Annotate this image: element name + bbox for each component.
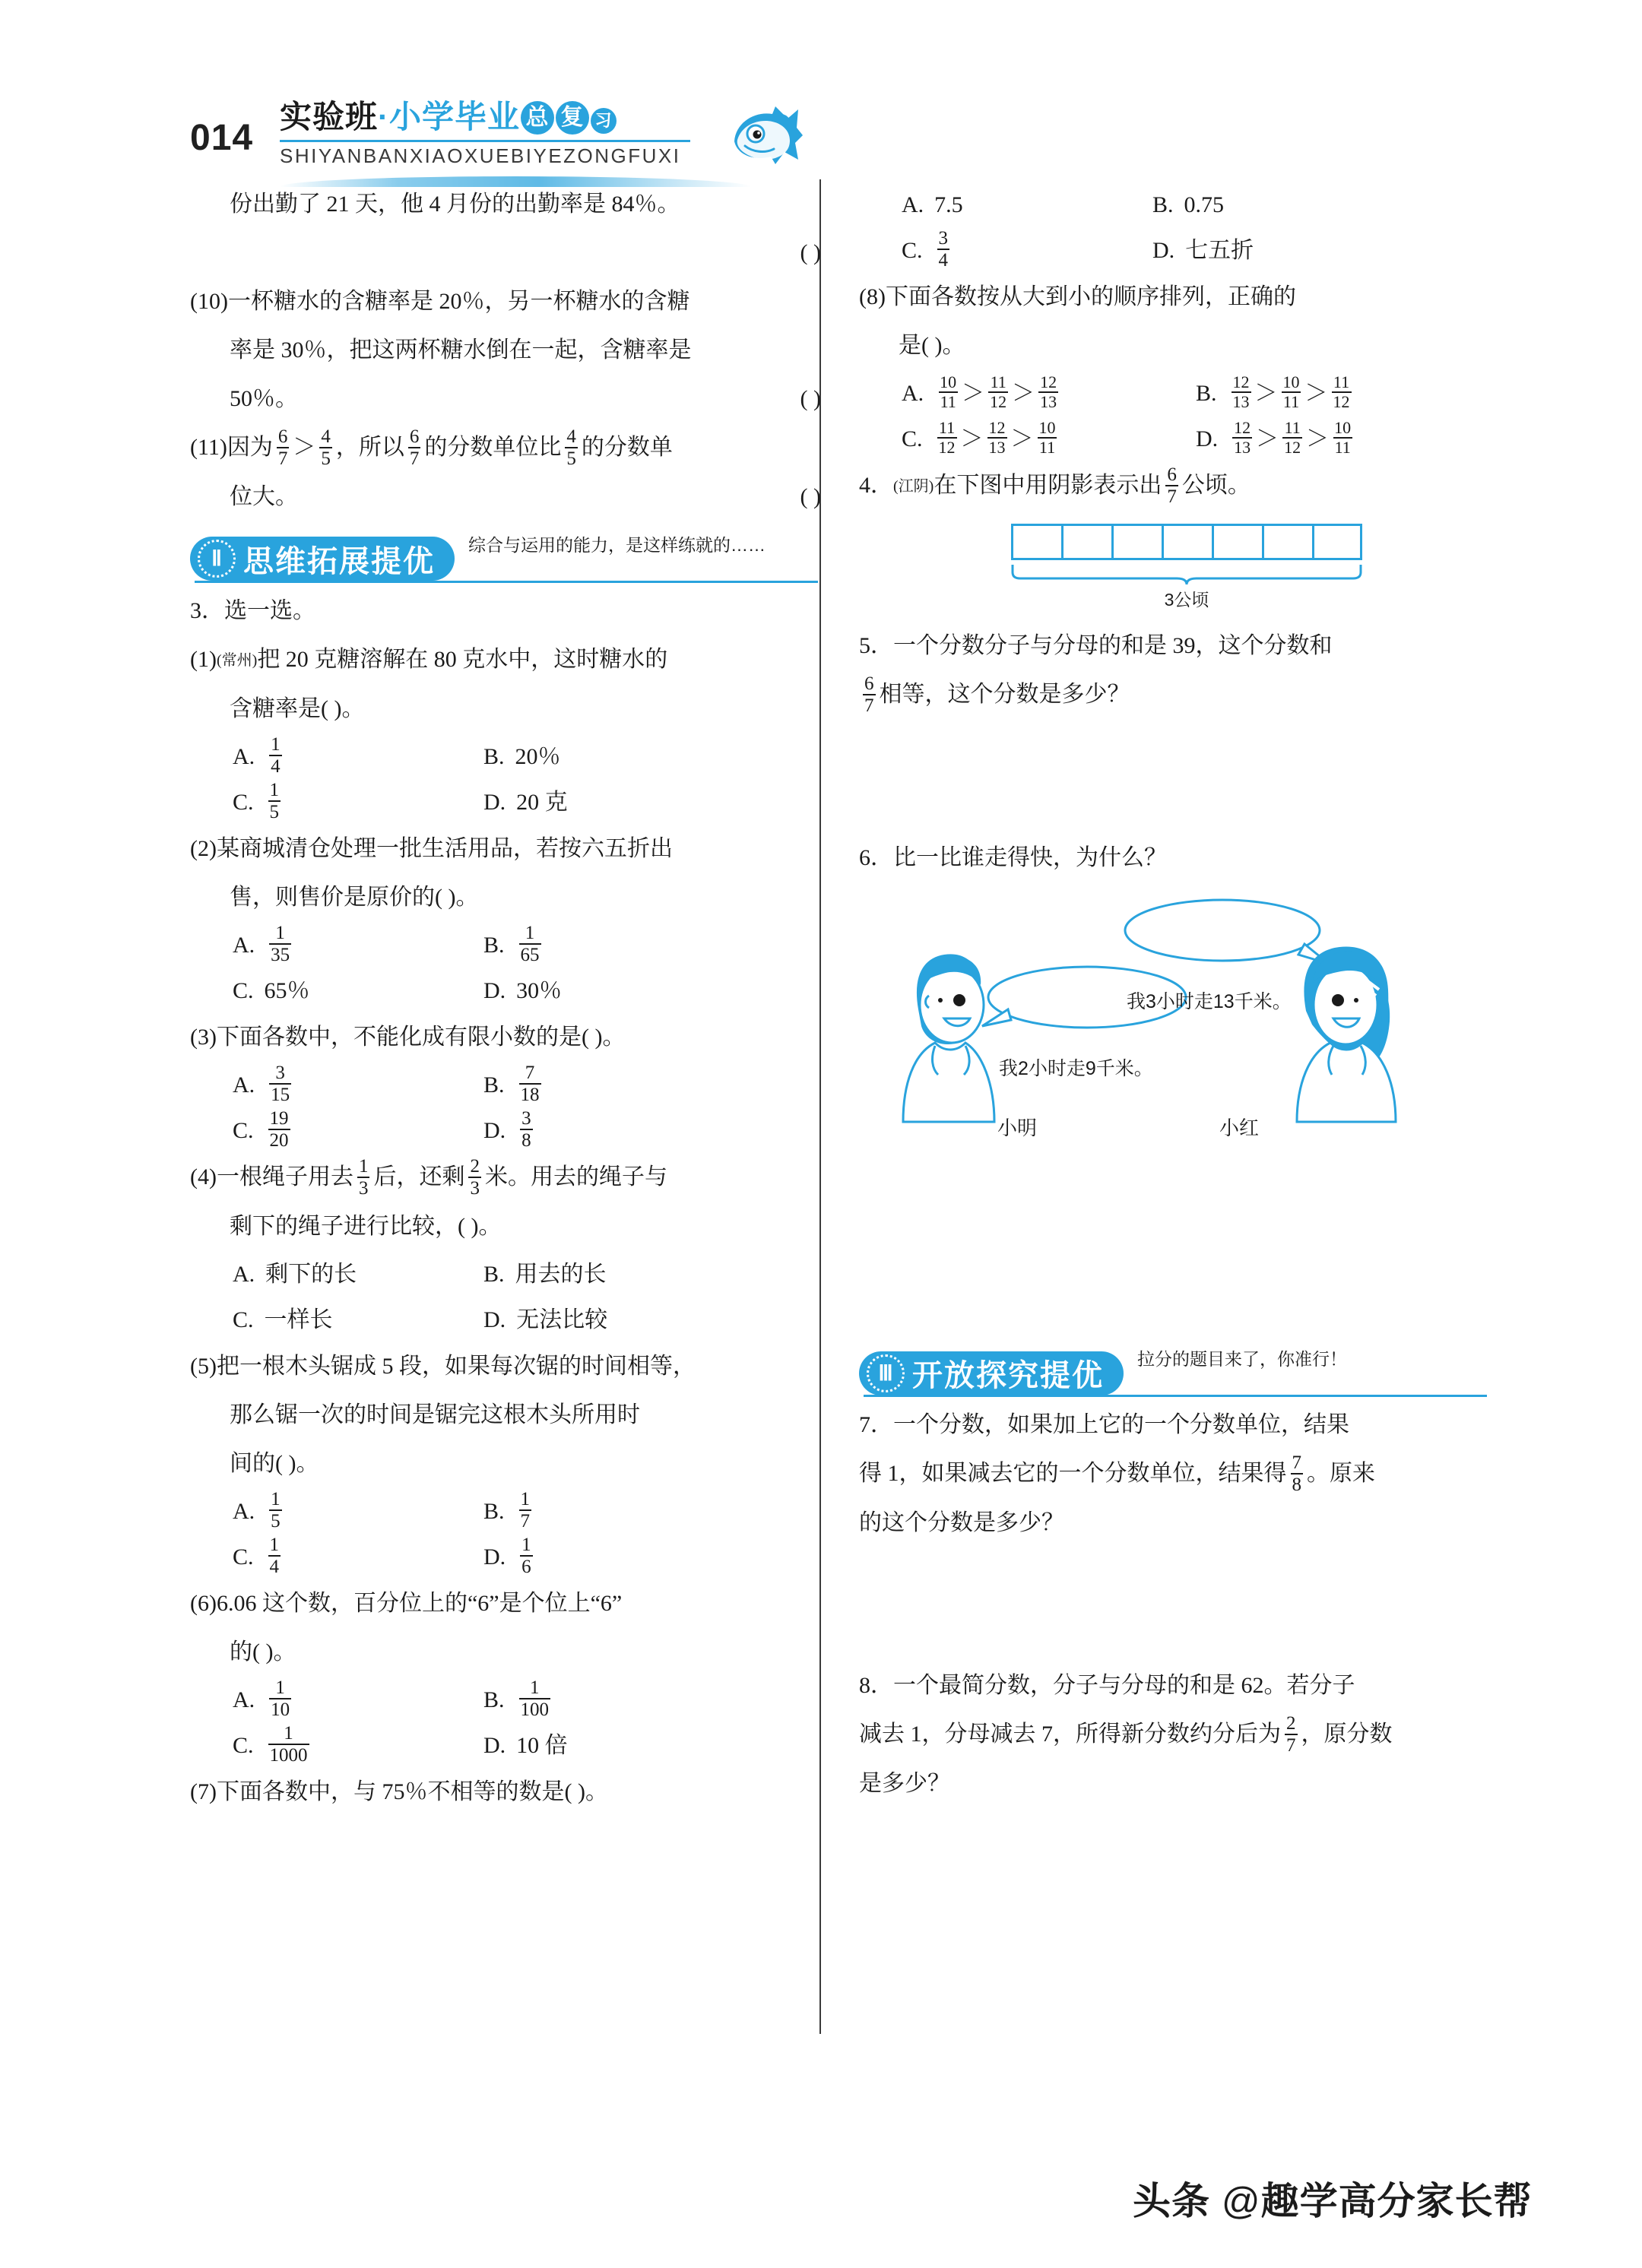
carryover-line — [190, 182, 821, 226]
question-7 — [859, 1403, 1490, 1447]
item-line-2[interactable]: 含糖率是( )。 — [230, 696, 365, 722]
question-7-line2 — [859, 1452, 1490, 1497]
fraction-1-4: 1 4 — [269, 1535, 280, 1578]
fraction-12-13: 12 13 — [988, 418, 1006, 457]
option-d[interactable]: D. 20 克 — [483, 790, 568, 816]
fraction-11-12: 11 12 — [938, 418, 956, 457]
q3-title-text: 3．选一选。 — [190, 598, 315, 624]
options-3-3 — [190, 1064, 821, 1152]
page-number: 014 — [190, 118, 254, 158]
tf-item-10 — [190, 280, 821, 324]
hectare-cell[interactable] — [1011, 524, 1061, 560]
fraction-10-11: 10 11 — [1282, 372, 1300, 411]
question-8b-line2 — [859, 1712, 1490, 1757]
option-b[interactable]: B. 0.75 — [1152, 192, 1225, 217]
item-line-3[interactable]: 间的( )。 — [230, 1451, 319, 1477]
item-number: (8) — [859, 284, 886, 309]
page-header — [190, 97, 874, 181]
fraction-1-3: $\frac{1}{3}$ — [358, 1156, 369, 1199]
option-row — [190, 970, 821, 1012]
q8b-line-1: 一个最简分数，分子与分母的和是 62。若分子 — [893, 1673, 1355, 1699]
item-line-2[interactable]: 剩下的绳子进行比较，( )。 — [230, 1214, 502, 1240]
answer-bracket[interactable]: ( ) — [800, 240, 821, 265]
name-label-boy: 小明 — [997, 1117, 1038, 1140]
section-underline — [864, 1395, 1487, 1397]
option-row — [190, 924, 821, 967]
hectare-diagram[interactable] — [859, 519, 1490, 618]
option-b[interactable]: B. 1 65 — [483, 923, 540, 966]
option-row — [190, 781, 821, 824]
question-3-6-line2 — [190, 1630, 821, 1674]
item-line-1: 把一根木头锯成 5 段，如果每次锯的时间相等， — [216, 1354, 696, 1379]
section-subtitle: 综合与运用的能力，是这样练就的…… — [468, 535, 766, 556]
option-a[interactable]: A. 10 11 ＞ 11 12 ＞ 12 13 — [902, 372, 1196, 415]
item-number: 8． — [859, 1673, 893, 1699]
options-3-7 — [859, 184, 1490, 272]
fraction-3-4: 3 4 — [938, 228, 949, 271]
q8b-line-2b: ，原分数 — [1301, 1722, 1393, 1747]
question-6 — [859, 836, 1490, 880]
options-3-6 — [190, 1679, 821, 1767]
item-number: (7) — [190, 1779, 217, 1805]
item-line-1: 6.06 这个数，百分位上的“6”是个位上“6” — [216, 1591, 623, 1617]
item-number: 5． — [859, 633, 893, 659]
hectare-cell[interactable] — [1312, 524, 1362, 560]
brand-badge-3: 习 — [591, 108, 617, 134]
walking-comparison-illustration — [859, 885, 1490, 1158]
fraction-4-5: $\frac{4}{5}$ — [321, 426, 331, 470]
option-d[interactable]: D. 3 8 — [483, 1108, 531, 1151]
question-5 — [859, 624, 1490, 668]
fraction-1-65: 1 65 — [520, 923, 540, 966]
brand-title-line — [280, 97, 705, 137]
fraction-6-7: $\frac{6}{7}$ — [1167, 464, 1177, 508]
option-row — [859, 372, 1490, 415]
option-b[interactable]: B. 20％ — [483, 744, 561, 770]
tf-item-10-line2 — [190, 328, 821, 372]
question-3-2-line2 — [190, 876, 821, 920]
option-row — [859, 184, 1490, 226]
cmp-op: ＞ — [1306, 426, 1330, 451]
question-3-title — [190, 589, 821, 633]
item-number: 7． — [859, 1412, 893, 1438]
tf-item-11-line2 — [190, 475, 821, 519]
question-3-1 — [190, 638, 821, 683]
item-line-2: 位大。 — [230, 484, 298, 510]
option-d[interactable]: D. 10 倍 — [483, 1733, 568, 1759]
question-3-6 — [190, 1582, 821, 1626]
question-3-5-line3 — [190, 1442, 821, 1486]
item-number: (6) — [190, 1591, 217, 1617]
item-number: (4) — [190, 1164, 217, 1190]
item-line-2[interactable]: 的( )。 — [230, 1639, 296, 1665]
fraction-10-11: 10 11 — [1334, 418, 1352, 457]
option-c[interactable]: C. 1 1000 — [233, 1723, 308, 1766]
options-3-4 — [190, 1253, 821, 1341]
item-line-1: 一杯糖水的含糖率是 20％，另一杯糖水的含糖 — [227, 289, 690, 314]
item-number: 6． — [859, 845, 893, 871]
cmp-op: ＞ — [962, 381, 985, 406]
carryover-answer-bracket-row — [190, 231, 821, 275]
question-7-line3 — [859, 1501, 1490, 1545]
fraction-2-7: $\frac{2}{7}$ — [1286, 1713, 1296, 1756]
hectare-cell[interactable] — [1262, 524, 1312, 560]
hectare-brace-icon — [1011, 563, 1362, 586]
fraction-6-7: $\frac{6}{7}$ — [277, 426, 288, 470]
question-3-1-line2 — [190, 687, 821, 731]
question-8b-line3 — [859, 1762, 1490, 1806]
question-3-5 — [190, 1345, 821, 1389]
cmp-op: ＞ — [1012, 381, 1035, 406]
item-number: (2) — [190, 836, 217, 862]
brand-cn-1: 实验班 — [280, 99, 379, 135]
question-3-7 — [190, 1770, 821, 1814]
q7-line-3: 的这个分数是多少？ — [859, 1510, 1064, 1536]
options-3-2 — [190, 924, 821, 1012]
fraction-1-100: 1 100 — [520, 1677, 550, 1721]
q5-line-2: 相等，这个分数是多少？ — [879, 682, 1130, 708]
region-tag: (江阴) — [893, 478, 934, 495]
option-row — [859, 230, 1490, 272]
item-line-2: 那么锯一次的时间是锯完这根木头所用时 — [230, 1402, 640, 1428]
option-row — [190, 736, 821, 778]
question-8b — [859, 1664, 1490, 1708]
fraction-1-6: 1 6 — [521, 1535, 531, 1578]
option-a[interactable]: A. 7.5 — [902, 192, 963, 217]
hectare-cell[interactable] — [1111, 524, 1162, 560]
option-a[interactable]: A. 1 35 — [233, 923, 290, 966]
option-row — [859, 418, 1490, 461]
brand-pinyin: SHIYANBANXIAOXUEBIYEZONGFUXI — [280, 144, 681, 167]
hectare-cells[interactable] — [1011, 524, 1362, 560]
fraction-12-13: 12 13 — [1040, 372, 1057, 411]
region-tag: (常州) — [216, 652, 258, 670]
fish-mascot-icon — [722, 102, 806, 175]
fraction-1-5: 1 5 — [271, 1489, 281, 1532]
fraction-1-10: 1 10 — [271, 1677, 290, 1721]
question-3-4-line2 — [190, 1205, 821, 1249]
brand-dot: · — [378, 99, 390, 135]
fraction-1-4: 1 4 — [271, 734, 281, 778]
answer-bracket[interactable]: ( ) — [800, 484, 821, 510]
option-row — [190, 1536, 821, 1579]
tf-item-10-line3 — [190, 377, 821, 421]
cmp-op: ＞ — [1304, 381, 1328, 406]
item-line-3: 50％。 — [230, 386, 298, 411]
option-row — [190, 1299, 821, 1341]
speech-bubble-girl-text: 我3小时走13千米。 — [1127, 991, 1292, 1013]
brand-underline — [280, 140, 690, 142]
fraction-3-8: 3 8 — [521, 1108, 531, 1151]
section-banner-3 — [859, 1345, 1490, 1395]
item-line-1: 下面各数按从大到小的顺序排列，正确的 — [885, 284, 1296, 309]
options-3-8 — [859, 372, 1490, 461]
section-roman-numeral: Ⅲ — [867, 1354, 905, 1392]
fraction-10-11: 10 11 — [940, 372, 957, 411]
watermark — [1133, 2171, 1533, 2225]
question-3-3 — [190, 1015, 821, 1060]
fraction-6-7: $\frac{6}{7}$ — [864, 673, 874, 717]
cmp-op: ＞ — [1010, 426, 1034, 451]
item-text-c: 米。用去的绳子与 — [484, 1164, 667, 1190]
item-text-d: 的分数单 — [581, 435, 673, 460]
section-underline — [195, 581, 818, 583]
item-number: 4． — [859, 473, 893, 498]
item-line-1[interactable]: 下面各数中，与 75％不相等的数是( )。 — [216, 1779, 608, 1805]
option-a[interactable]: A. 1 5 — [233, 1489, 281, 1532]
brand-badge-1: 总 — [521, 101, 554, 135]
item-text-b: ，所以 — [335, 435, 404, 460]
option-d[interactable]: D. 七五折 — [1152, 238, 1254, 263]
section-pill — [859, 1351, 1124, 1395]
q8b-line-3: 是多少？ — [859, 1771, 950, 1797]
fraction-4-5-b: $\frac{4}{5}$ — [566, 426, 576, 470]
option-a[interactable]: A. 1 10 — [233, 1677, 290, 1721]
option-c[interactable]: C. 1 4 — [233, 1535, 280, 1578]
options-3-1 — [190, 736, 821, 824]
option-a[interactable]: A. 1 4 — [233, 734, 281, 778]
option-row — [190, 1490, 821, 1533]
q4-text-a: 在下图中用阴影表示出 — [934, 473, 1162, 498]
speech-bubble-boy-text: 我2小时走9千米。 — [999, 1058, 1153, 1080]
option-row — [190, 1725, 821, 1767]
section-subtitle: 拉分的题目来了，你准行！ — [1137, 1349, 1347, 1370]
item-text-c: 的分数单位比 — [424, 435, 562, 460]
item-number: (1) — [190, 647, 217, 673]
q6-text: 比一比谁走得快，为什么？ — [893, 845, 1167, 871]
question-3-5-line2 — [190, 1393, 821, 1437]
q4-text-b: 公顷。 — [1181, 473, 1251, 498]
option-b[interactable]: B. 7 18 — [483, 1063, 540, 1106]
section-pill — [190, 537, 455, 581]
option-b[interactable]: B. 1 100 — [483, 1677, 550, 1721]
fraction-7-18: 7 18 — [520, 1063, 540, 1106]
option-row — [190, 1064, 821, 1107]
item-number: (3) — [190, 1025, 217, 1050]
carryover-text: 份出勤了 21 天，他 4 月份的出勤率是 84％。 — [230, 192, 680, 217]
answer-space[interactable] — [859, 1550, 1490, 1664]
option-c[interactable]: C. 一样长 — [233, 1307, 333, 1333]
fraction-1-1000: 1 1000 — [269, 1723, 308, 1766]
question-5-line2 — [859, 673, 1490, 717]
hectare-cell[interactable] — [1061, 524, 1111, 560]
option-c[interactable]: C. 19 20 — [233, 1108, 289, 1151]
question-3-8 — [859, 275, 1490, 319]
section-title: 开放探究提优 — [912, 1359, 1104, 1393]
question-3-4 — [190, 1155, 821, 1200]
item-number: (11) — [190, 435, 227, 460]
section-banner-2 — [190, 531, 821, 581]
hectare-label: 3公顷 — [1164, 590, 1209, 610]
option-d[interactable]: D. 1 6 — [483, 1535, 531, 1578]
brand-badge-2: 复 — [556, 101, 589, 135]
option-d[interactable]: D. 无法比较 — [483, 1307, 608, 1333]
watermark-platform: 头条 — [1133, 2180, 1210, 2222]
item-line-2[interactable]: 是( )。 — [899, 333, 965, 358]
fraction-12-13: 12 13 — [1234, 418, 1251, 457]
fraction-3-15: 3 15 — [271, 1063, 290, 1106]
item-text-a: 因为 — [227, 435, 273, 460]
fraction-6-7-b: $\frac{6}{7}$ — [409, 426, 420, 470]
question-4 — [859, 464, 1490, 508]
item-text-a: 一根绳子用去 — [216, 1164, 353, 1190]
q7-line-2b: 。原来 — [1307, 1461, 1375, 1487]
q7-line-2a: 得 1，如果减去它的一个分数单位，结果得 — [859, 1461, 1287, 1487]
section-title: 思维拓展提优 — [243, 544, 435, 578]
cmp-op: ＞ — [960, 426, 984, 451]
name-label-girl: 小红 — [1219, 1117, 1260, 1140]
item-text-b: 后，还剩 — [373, 1164, 465, 1190]
option-c[interactable]: C. 3 4 — [902, 228, 949, 271]
item-number: (5) — [190, 1354, 217, 1379]
q8b-line-2a: 减去 1，分母减去 7，所得新分数约分后为 — [859, 1722, 1281, 1747]
item-number: (10) — [190, 289, 228, 314]
answer-bracket[interactable]: ( ) — [800, 386, 821, 411]
fraction-1-35: 1 35 — [271, 923, 290, 966]
question-3-8-line2 — [859, 324, 1490, 368]
cmp-op: ＞ — [1254, 381, 1278, 406]
option-c[interactable]: C. 11 12 ＞ 12 13 ＞ 10 11 — [902, 418, 1196, 461]
option-row — [190, 1253, 821, 1296]
fraction-2-3: $\frac{2}{3}$ — [470, 1156, 480, 1199]
fraction-12-13: 12 13 — [1232, 372, 1250, 411]
hectare-cell[interactable] — [1212, 524, 1262, 560]
q5-line-1: 一个分数分子与分母的和是 39，这个分数和 — [893, 633, 1333, 659]
left-column — [190, 182, 821, 1819]
fraction-7-8: $\frac{7}{8}$ — [1292, 1452, 1301, 1496]
answer-space[interactable] — [859, 722, 1490, 836]
option-d[interactable]: D. 30％ — [483, 978, 563, 1004]
fraction-11-12: 11 12 — [1333, 372, 1350, 411]
fraction-1-7: 1 7 — [520, 1489, 531, 1532]
section-roman-numeral: Ⅱ — [198, 540, 236, 578]
fraction-1-5: 1 5 — [269, 780, 280, 823]
watermark-account: 趣学高分家长帮 — [1260, 2180, 1533, 2222]
option-c[interactable]: C. 1 5 — [233, 780, 280, 823]
option-d[interactable]: D. 12 13 ＞ 11 12 ＞ 10 11 — [1196, 418, 1490, 461]
option-c[interactable]: C. 65％ — [233, 978, 310, 1004]
item-line-1[interactable]: 下面各数中，不能化成有限小数的是( )。 — [216, 1025, 626, 1050]
option-a[interactable]: A. 剩下的长 — [233, 1262, 357, 1288]
option-b[interactable]: B. 1 7 — [483, 1489, 531, 1532]
answer-space[interactable] — [859, 1158, 1490, 1333]
watermark-at-symbol: @ — [1221, 2180, 1261, 2222]
question-3-2 — [190, 827, 821, 871]
option-b[interactable]: B. 12 13 ＞ 10 11 ＞ 11 12 — [1196, 372, 1490, 415]
brand-logo — [280, 97, 705, 168]
right-column — [859, 182, 1490, 1810]
fraction-19-20: 19 20 — [269, 1108, 289, 1151]
cmp-op: ＞ — [1256, 426, 1279, 451]
fraction-11-12: 11 12 — [990, 372, 1007, 411]
fraction-10-11: 10 11 — [1038, 418, 1056, 457]
q7-line-1: 一个分数，如果加上它的一个分数单位，结果 — [893, 1412, 1349, 1438]
options-3-5 — [190, 1490, 821, 1579]
children-illustration-svg — [859, 885, 1490, 1143]
option-a[interactable]: A. 3 15 — [233, 1063, 290, 1106]
fraction-11-12: 11 12 — [1284, 418, 1301, 457]
comparison-operator: ＞ — [293, 435, 316, 460]
option-b[interactable]: B. 用去的长 — [483, 1262, 607, 1288]
item-line-2: 率是 30％，把这两杯糖水倒在一起，含糖率是 — [230, 337, 692, 363]
item-line-2[interactable]: 售，则售价是原价的( )。 — [230, 885, 479, 911]
item-line-1: 某商城清仓处理一批生活用品，若按六五折出 — [216, 836, 673, 862]
option-row — [190, 1110, 821, 1152]
option-row — [190, 1679, 821, 1722]
hectare-cell[interactable] — [1162, 524, 1212, 560]
brand-cn-2: 小学毕业 — [389, 99, 521, 135]
tf-item-11 — [190, 426, 821, 470]
item-line-1: 把 20 克糖溶解在 80 克水中，这时糖水的 — [257, 647, 668, 673]
